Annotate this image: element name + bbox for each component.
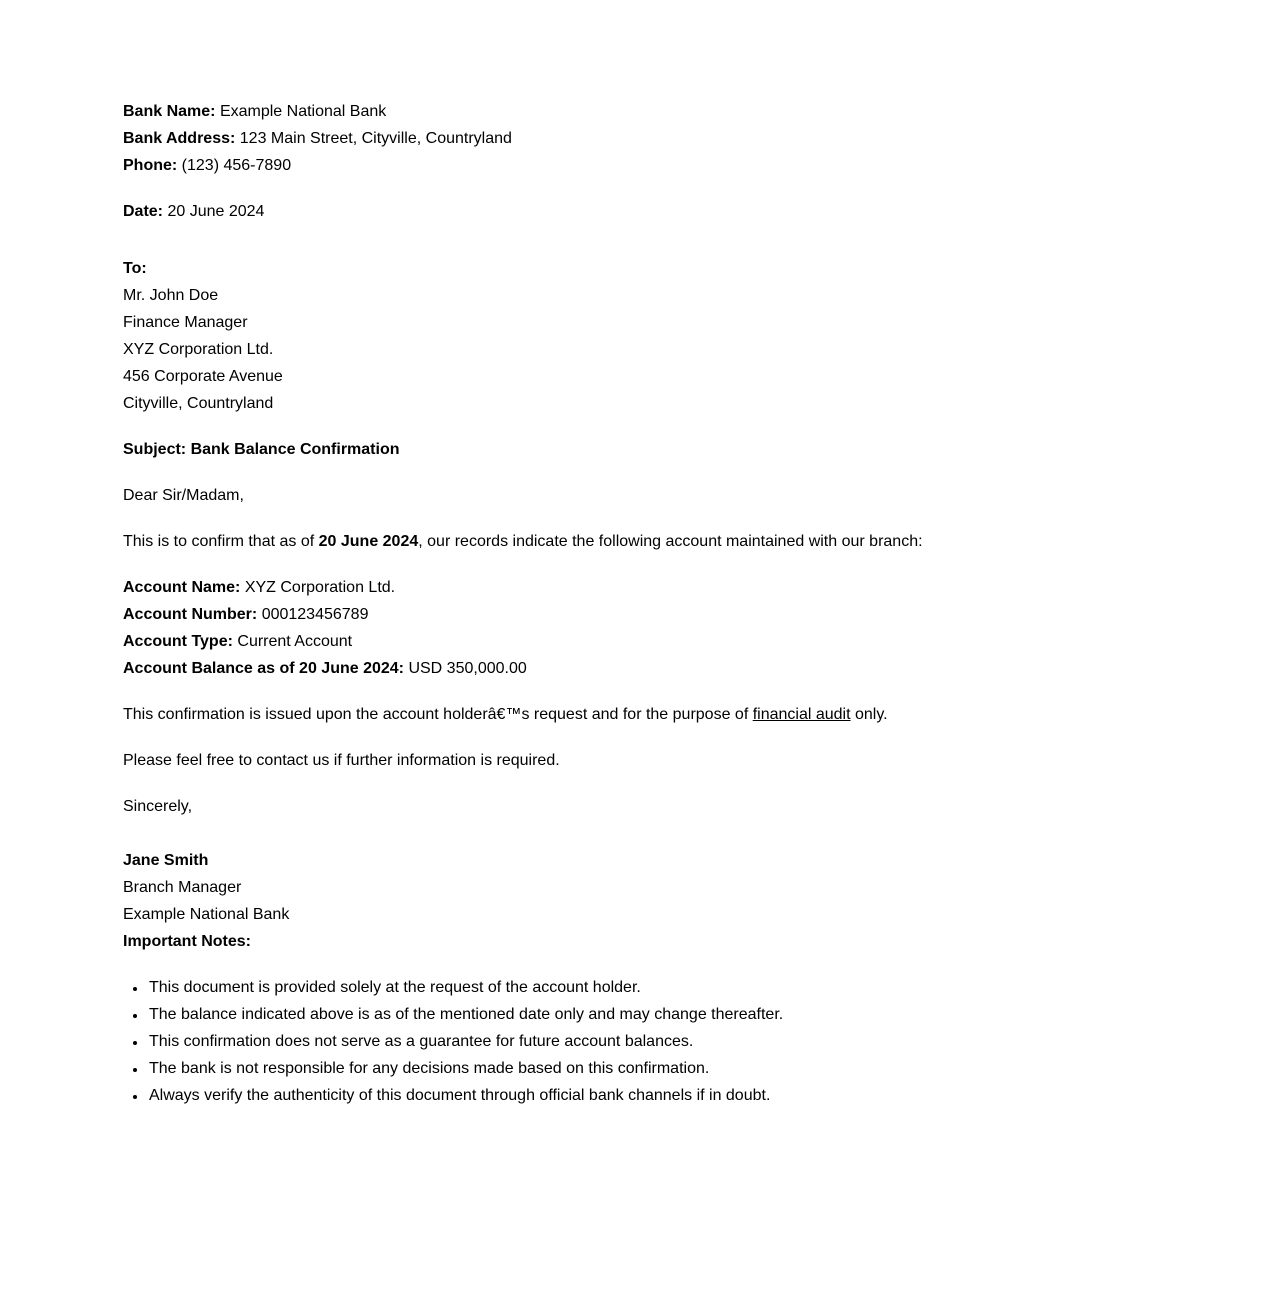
salutation-line: Dear Sir/Madam, xyxy=(123,487,244,504)
recipient-block xyxy=(123,255,1158,417)
account-number-line xyxy=(123,601,1158,628)
subject-line xyxy=(123,436,1158,463)
bank-address-label: Bank Address: xyxy=(123,130,236,147)
account-name-label: Account Name: xyxy=(123,579,241,596)
bank-name-label: Bank Name: xyxy=(123,103,216,120)
account-balance-line xyxy=(123,655,1158,682)
account-details-block xyxy=(123,574,1158,682)
recipient-city-line: Cityville, Countryland xyxy=(123,395,274,412)
bank-address-line xyxy=(123,125,1158,152)
purpose-after: only. xyxy=(850,706,888,723)
note-item: • Always verify the authenticity of this document through official bank channels if in doubt. xyxy=(147,1082,1158,1109)
note-item: • The balance indicated above is as of the mentioned date only and may change thereafter. xyxy=(147,1001,1158,1028)
account-balance-value: USD 350,000.00 xyxy=(408,660,527,677)
date-value: 20 June 2024 xyxy=(167,203,265,220)
intro-after: , our records indicate the following account maintained with our branch: xyxy=(418,533,923,550)
note-item: • This document is provided solely at the request of the account holder. xyxy=(147,974,1158,1001)
account-name-line xyxy=(123,574,1158,601)
recipient-street-line: 456 Corporate Avenue xyxy=(123,368,283,385)
signature-name: Jane Smith xyxy=(123,852,209,869)
account-number-value: 000123456789 xyxy=(261,606,369,623)
account-type-line xyxy=(123,628,1158,655)
account-balance-label: Account Balance as of 20 June 2024: xyxy=(123,660,404,677)
intro-bold-date: 20 June 2024 xyxy=(318,533,419,550)
subject-text: Subject: Bank Balance Confirmation xyxy=(123,441,400,458)
recipient-label-line xyxy=(123,255,1158,282)
signature-name-line xyxy=(123,847,1158,874)
account-number-label: Account Number: xyxy=(123,606,258,623)
recipient-company-line: XYZ Corporation Ltd. xyxy=(123,341,274,358)
purpose-paragraph xyxy=(123,701,1158,728)
important-notes-label: Important Notes: xyxy=(123,933,251,950)
recipient-name-line: Mr. John Doe xyxy=(123,287,219,304)
important-notes-heading xyxy=(123,928,1158,955)
note-item: • The bank is not responsible for any decisions made based on this confirmation. xyxy=(147,1055,1158,1082)
bank-name-value: Example National Bank xyxy=(219,103,387,120)
bank-address-value: 123 Main Street, Cityville, Countryland xyxy=(239,130,512,147)
note-item: • This confirmation does not serve as a guarantee for future account balances. xyxy=(147,1028,1158,1055)
bank-phone-value: (123) 456-7890 xyxy=(181,157,292,174)
bank-phone-line xyxy=(123,152,1158,179)
recipient-title-line: Finance Manager xyxy=(123,314,248,331)
account-type-value: Current Account xyxy=(237,633,353,650)
recipient-label: To: xyxy=(123,260,147,277)
financial-audit-underline: financial audit xyxy=(752,706,851,723)
date-line xyxy=(123,198,1158,225)
important-notes-list xyxy=(123,974,1158,1109)
signature-company-line: Example National Bank xyxy=(123,906,290,923)
intro-before: This is to confirm that as of xyxy=(123,533,319,550)
signature-title-line: Branch Manager xyxy=(123,879,242,896)
date-label: Date: xyxy=(123,203,164,220)
contact-note-line: Please feel free to contact us if further information is required. xyxy=(123,752,560,769)
bank-info-block xyxy=(123,98,1158,179)
bank-name-line xyxy=(123,98,1158,125)
account-name-value: XYZ Corporation Ltd. xyxy=(244,579,396,596)
signature-block xyxy=(123,847,1158,955)
intro-paragraph xyxy=(123,528,1158,555)
closing-line: Sincerely, xyxy=(123,798,193,815)
account-type-label: Account Type: xyxy=(123,633,233,650)
purpose-before: This confirmation is issued upon the account holderâ€™s request and for the purpose of xyxy=(123,706,753,723)
bank-phone-label: Phone: xyxy=(123,157,178,174)
